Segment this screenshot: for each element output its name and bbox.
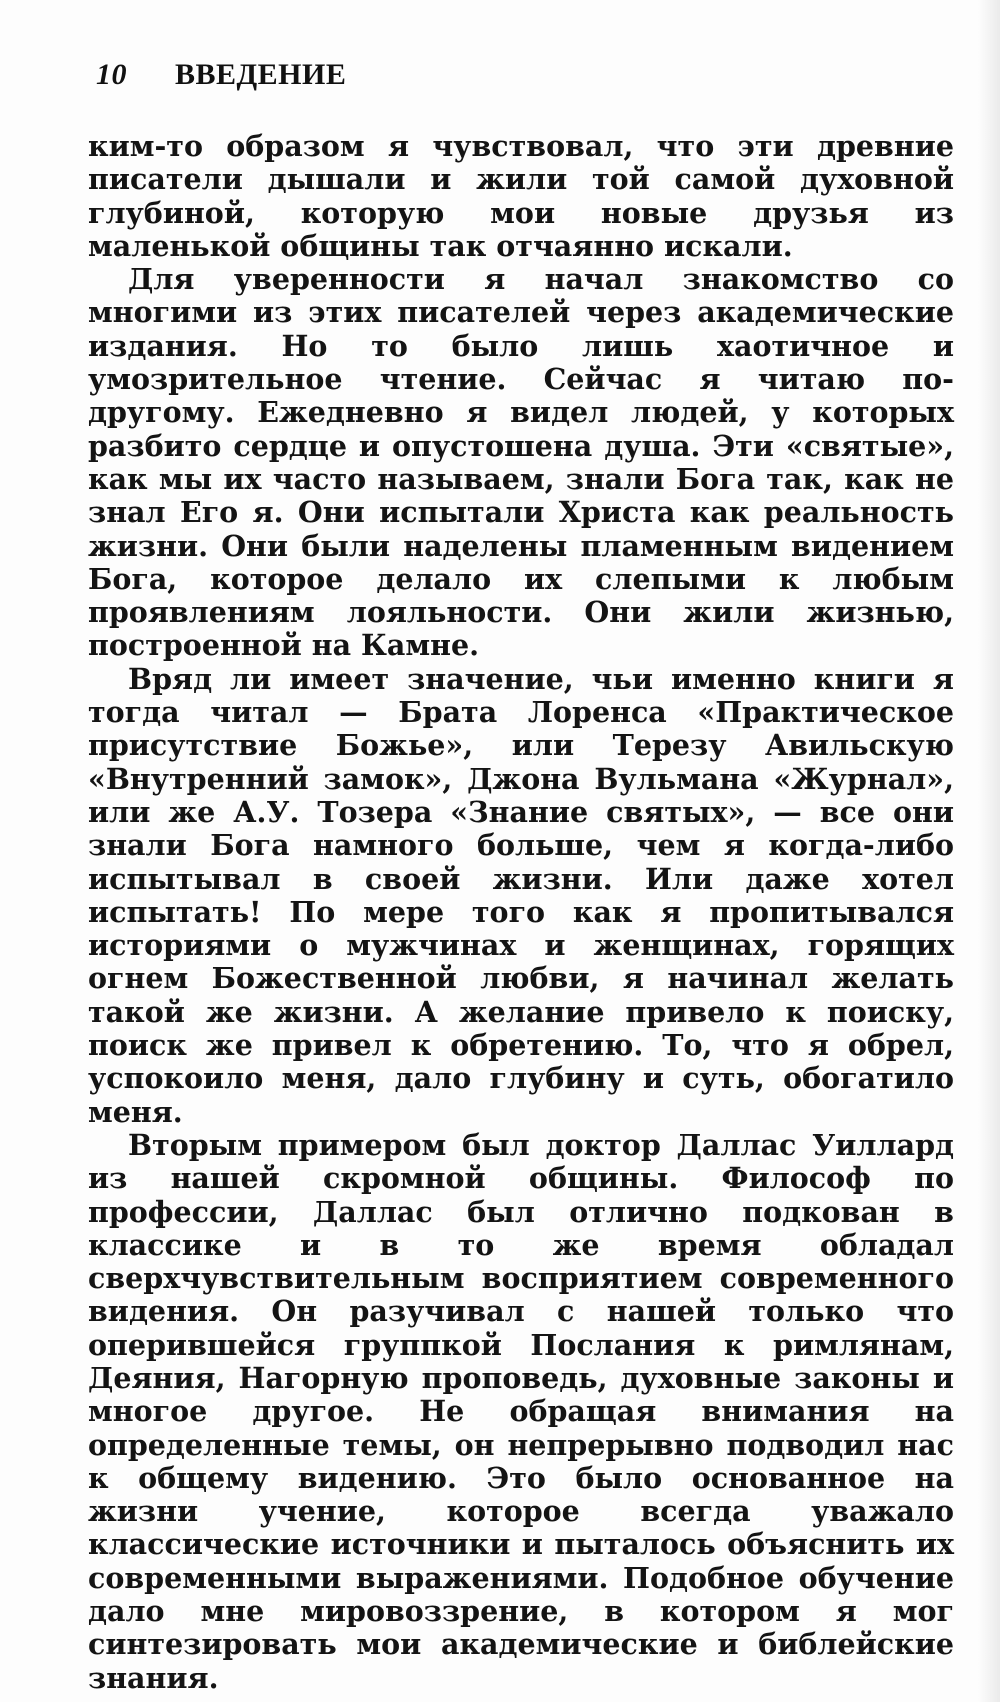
body-text (88, 130, 954, 1695)
running-head (96, 58, 346, 92)
paragraph: Вторым примером был доктор Даллас Уиллард из нашей скромной общины. Философ по профессии, Даллас был отлично подкован в классике и в то же время обладал сверхчувствительным восприятием современного видения. Он разучивал с нашей только что оперившейся группкой Послания к римлянам, Деяния, Нагорную проповедь, духовные законы и многое другое. Не обращая внимания на определенные темы, он непрерывно подводил нас к общему видению. Это было основанное на жизни учение, которое всегда уважало классические источники и пыталось объяснить их современными выражениями. Подобное обучение дало мне мировоззрение, в котором я мог синтезировать мои академические и библейские знания. (88, 1127, 954, 1695)
paragraph: Для уверенности я начал знакомство со многими из этих писателей через академические издания. Но то было лишь хаотичное и умозрительное чтение. Сейчас я читаю по-другому. Ежедневно я видел людей, у которых разбито сердце и опустошена душа. Эти «святые», как мы их часто называем, знали Бога так, как не знал Его я. Они испытали Христа как реальность жизни. Они были наделены пламенным видением Бога, которое делало их слепыми к любым проявлениям лояльности. Они жили жизнью, построенной на Камне. (88, 262, 954, 663)
paragraph-continued: ким-то образом я чувствовал, что эти древние писатели дышали и жили той самой духовной глубиной, которую мои новые друзья из маленькой общины так отчаянно искали. (88, 129, 954, 263)
page-number: 10 (96, 58, 127, 91)
paragraph: Вряд ли имеет значение, чьи именно книги я тогда читал — Брата Лоренса «Практическое присутствие Божье», или Терезу Авильскую «Внутренний замок», Джона Вульмана «Журнал», или же А.У. Тозера «Знание святых», — все они знали Бога намного больше, чем я когда-либо испытывал в своей жизни. Или даже хотел испытать! По мере того как я пропитывался историями о мужчинах и женщинах, горящих огнем Божественной любви, я начинал желать такой же жизни. А желание привело к поиску, поиск же привел к обретению. То, что я обрел, успокоило меня, дало глубину и суть, обогатило меня. (88, 661, 954, 1129)
page-edge-shadow (978, 0, 1000, 1702)
chapter-title: ВВЕДЕНИЕ (175, 58, 347, 91)
